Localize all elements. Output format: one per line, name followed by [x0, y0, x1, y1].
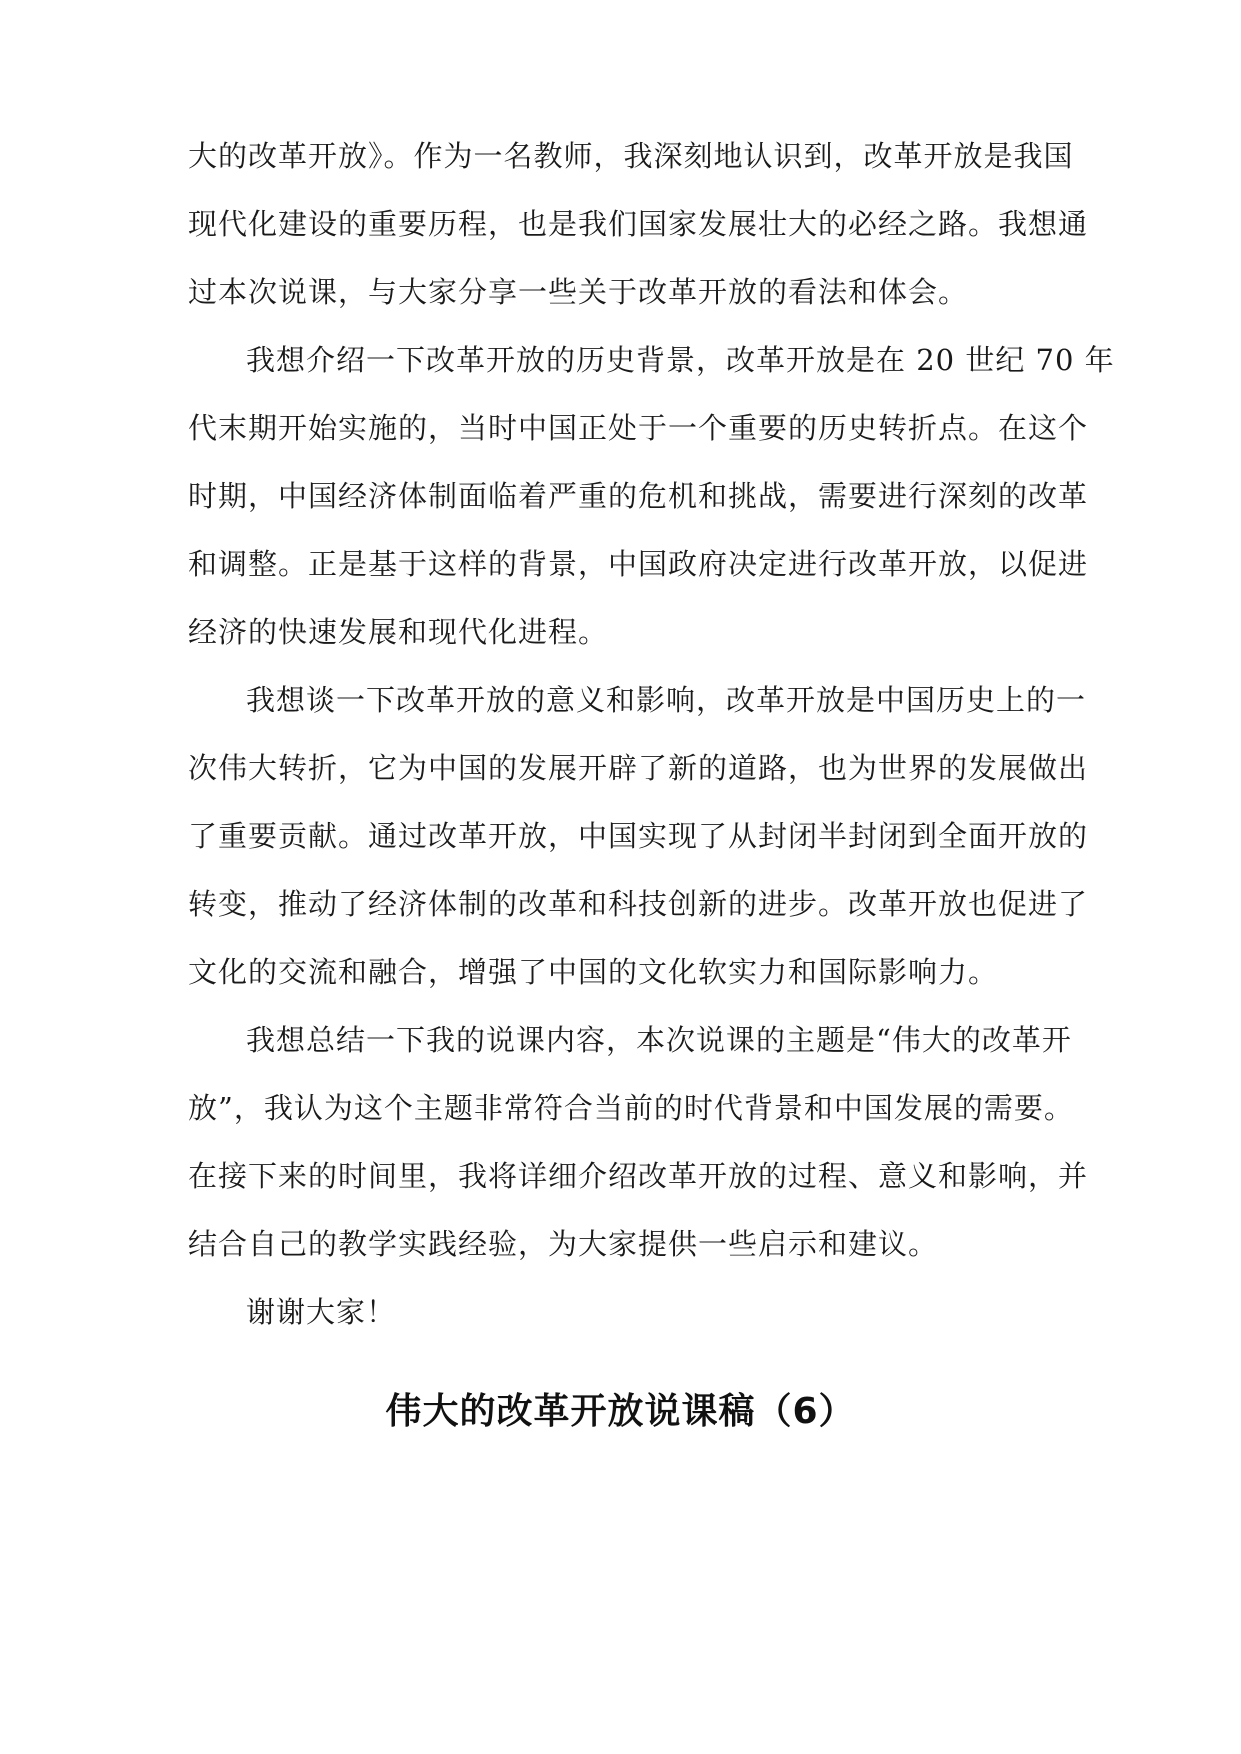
- text-line: 和调整。正是基于这样的背景，中国政府决定进行改革开放，以促进: [188, 547, 1089, 581]
- text-line: 在接下来的时间里，我将详细介绍改革开放的过程、意义和影响，并: [188, 1159, 1089, 1193]
- text-line: 经济的快速发展和现代化进程。: [188, 615, 609, 649]
- text-line: 时期，中国经济体制面临着严重的危机和挑战，需要进行深刻的改革: [188, 479, 1089, 513]
- paragraph-start-line: 我想总结一下我的说课内容，本次说课的主题是“伟大的改革开: [246, 1023, 1072, 1057]
- section-title: 伟大的改革开放说课稿（6）: [385, 1391, 856, 1432]
- closing-line: 谢谢大家！: [246, 1295, 397, 1329]
- text-line: 文化的交流和融合，增强了中国的文化软实力和国际影响力。: [188, 955, 999, 989]
- text-line: 了重要贡献。通过改革开放，中国实现了从封闭半封闭到全面开放的: [188, 819, 1089, 853]
- text-line: 次伟大转折，它为中国的发展开辟了新的道路，也为世界的发展做出: [188, 751, 1089, 785]
- text-line: 过本次说课，与大家分享一些关于改革开放的看法和体会。: [188, 275, 969, 309]
- text-line: 放”，我认为这个主题非常符合当前的时代背景和中国发展的需要。: [188, 1091, 1074, 1125]
- text-line: 结合自己的教学实践经验，为大家提供一些启示和建议。: [188, 1227, 939, 1261]
- text-line: 现代化建设的重要历程，也是我们国家发展壮大的必经之路。我想通: [188, 207, 1089, 241]
- paragraph-start-line: 我想谈一下改革开放的意义和影响，改革开放是中国历史上的一: [246, 683, 1087, 717]
- paragraph-start-line: 我想介绍一下改革开放的历史背景，改革开放是在 20 世纪 70 年: [246, 343, 1115, 377]
- text-line: 转变，推动了经济体制的改革和科技创新的进步。改革开放也促进了: [188, 887, 1089, 921]
- text-line: 代末期开始实施的，当时中国正处于一个重要的历史转折点。在这个: [188, 411, 1089, 445]
- text-line: 大的改革开放》。作为一名教师，我深刻地认识到，改革开放是我国: [188, 139, 1074, 173]
